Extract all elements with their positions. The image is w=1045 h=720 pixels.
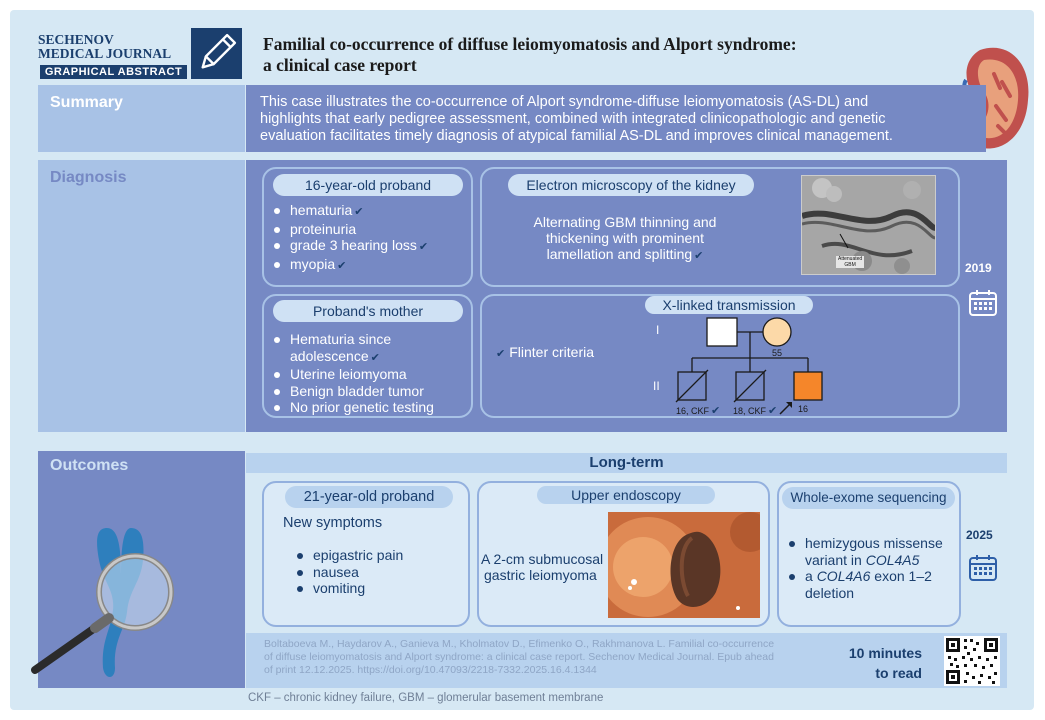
outcomes-year: 2025 (966, 528, 993, 542)
flinter-criteria-label: Flinter criteria (509, 344, 595, 360)
mother-title: Proband's mother (273, 300, 463, 322)
diagnosis-year: 2019 (965, 261, 992, 275)
diagnosis-label-column (38, 160, 245, 432)
calendar-icon (968, 288, 998, 318)
finding-item: Uterine leiomyoma (272, 366, 472, 383)
article-title-line1: Familial co-occurrence of diffuse leiomyomatosis and Alport syndrome: (263, 34, 797, 54)
pedigree-mother (763, 318, 791, 346)
read-time (832, 643, 922, 683)
magnifier-chromosome-icon (15, 520, 180, 680)
em-line2: thickening with prominent (546, 230, 704, 246)
summary-text (260, 94, 893, 145)
check-icon: ✔ (694, 250, 704, 262)
pedigree-father (707, 318, 737, 346)
em-image-label-1: Attenuated (838, 256, 863, 262)
pedigree-son-2-label: 18, CKF ✔ (733, 405, 778, 417)
endoscopy-text (481, 551, 603, 583)
graphical-abstract (10, 10, 1034, 710)
calendar-icon (968, 553, 998, 583)
check-icon: ✔ (354, 206, 364, 218)
pedigree-mother-age: 55 (772, 348, 783, 358)
outcome-proband-title: 21-year-old proband (285, 486, 453, 508)
new-symptom-item: vomiting (295, 580, 455, 597)
symptom-item: grade 3 hearing loss ✔ (272, 237, 472, 256)
em-image-label-2: GBM (844, 262, 856, 268)
endoscopy-title: Upper endoscopy (537, 486, 715, 504)
check-icon: ✔ (370, 351, 380, 364)
endoscopy-line2: gastric leiomyoma (484, 567, 597, 583)
x-linked-title: X-linked transmission (645, 296, 813, 314)
new-symptom-item: nausea (295, 564, 455, 581)
pedigree-chart (670, 310, 830, 418)
proband-title: 16-year-old proband (273, 174, 463, 196)
endoscopy-line1: A 2-cm submucosal (481, 551, 604, 567)
journal-name-line1: SECHENOV (38, 32, 114, 47)
proband-symptoms (272, 202, 472, 274)
pedigree-proband-age: 16 (798, 404, 809, 414)
generation-1-label: I (656, 323, 660, 337)
check-icon: ✔ (768, 405, 778, 417)
flinter-criteria (494, 344, 594, 360)
em-line3: lamellation and splitting ✔ (546, 246, 704, 262)
check-icon: ✔ (711, 405, 721, 417)
finding-item: Benign bladder tumor (272, 383, 472, 400)
generation-2-label: II (653, 379, 660, 393)
em-image-label (836, 256, 864, 268)
outcomes-label: Outcomes (50, 457, 129, 474)
finding-item: No prior genetic testing (272, 399, 472, 416)
summary-label: Summary (50, 94, 123, 111)
citation-text (264, 638, 834, 677)
article-title-line2: a clinical case report (263, 55, 417, 75)
pen-icon (191, 28, 242, 79)
read-time-line2: to read (875, 665, 922, 681)
summary-line1: This case illustrates the co-occurrence of Alport syndrome-diffuse leiomyomatosis (AS-DL) and (260, 94, 869, 110)
check-icon: ✔ (496, 348, 506, 360)
electron-microscopy-title: Electron microscopy of the kidney (508, 174, 754, 196)
finding-item: Hematuria since adolescence ✔ (272, 331, 472, 366)
check-icon: ✔ (337, 259, 347, 272)
pedigree-son-1-label: 16, CKF ✔ (676, 405, 721, 417)
summary-line3: evaluation facilitates timely diagnosis of atypical familial AS-DL and improves clinical management. (260, 128, 893, 144)
graphical-abstract-badge: GRAPHICAL ABSTRACT (40, 65, 187, 79)
diagnosis-label: Diagnosis (50, 169, 127, 186)
new-symptom-item: epigastric pain (295, 547, 455, 564)
journal-name (38, 33, 171, 61)
pedigree-proband (794, 372, 822, 400)
check-icon: ✔ (418, 241, 429, 253)
citation-line1: Boltaboeva M., Haydarov A., Ganieva M., Kholmatov D., Efimenko O., Rakhmanova L. Familial co-occurrence (264, 638, 775, 650)
mother-findings (272, 331, 472, 416)
journal-name-line2: MEDICAL JOURNAL (38, 46, 172, 61)
symptom-item: proteinuria (272, 221, 472, 238)
qr-code[interactable] (944, 636, 1000, 686)
wes-findings (787, 535, 957, 601)
summary-line2: highlights that early pedigree assessment, combined with integrated clinicopathologic and genetic (260, 111, 886, 127)
wes-finding-item: hemizygous missense variant in COL4A5 (787, 535, 957, 568)
wes-finding-item: a COL4A6 exon 1–2 deletion (787, 568, 957, 601)
citation-line3: of print 12.12.2025. https://doi.org/10.47093/2218-7332.2025.16.4.1344 (264, 664, 597, 676)
citation-line2: of diffuse leiomyomatosis and Alport syndrome: a clinical case report. Sechenov Medical Journal. Epub ahead (264, 651, 774, 663)
electron-microscopy-image (801, 175, 936, 275)
endoscopy-image (608, 512, 760, 618)
abbreviations-footnote: CKF – chronic kidney failure, GBM – glomerular basement membrane (248, 692, 604, 704)
read-time-line1: 10 minutes (848, 645, 922, 661)
new-symptoms-list (295, 547, 455, 597)
symptom-item: hematuria ✔ (272, 202, 472, 221)
article-title (263, 34, 797, 76)
long-term-banner: Long-term (246, 453, 1007, 473)
new-symptoms-label: New symptoms (283, 515, 383, 531)
symptom-item: myopia ✔ (272, 256, 472, 275)
wes-title: Whole-exome sequencing (782, 487, 955, 509)
electron-microscopy-text (520, 214, 730, 264)
em-line1: Alternating GBM thinning and (533, 214, 717, 230)
